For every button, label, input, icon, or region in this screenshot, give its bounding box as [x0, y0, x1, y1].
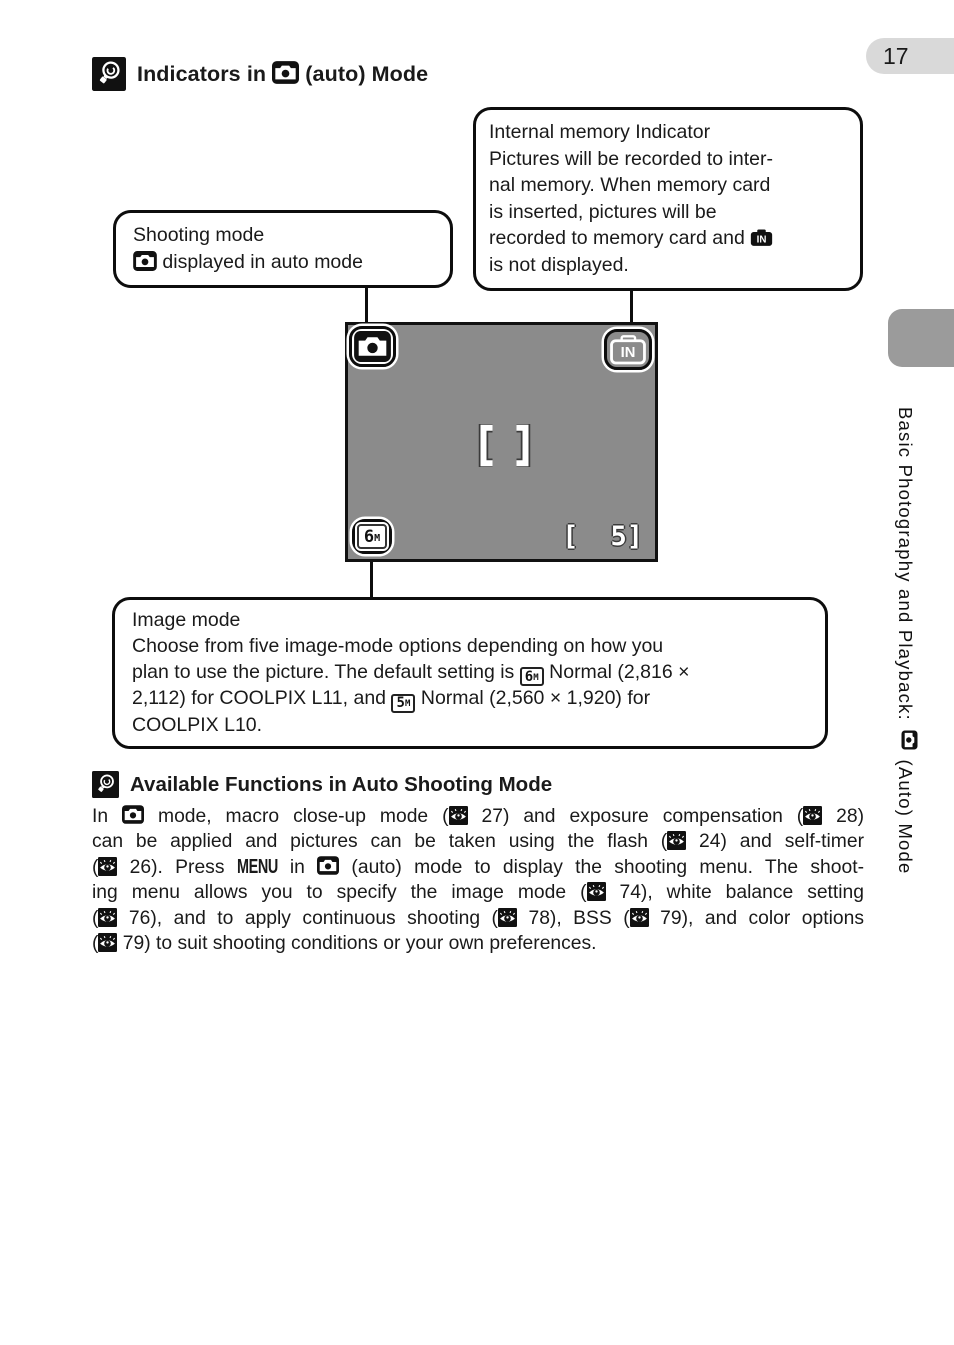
callout-text: recorded to memory card and [489, 227, 751, 250]
body-paragraph [92, 804, 864, 956]
tip-note-icon [92, 57, 126, 91]
callout-line: Shooting mode [133, 224, 265, 246]
shooting-mode-callout [113, 210, 453, 288]
see-page-eye-icon [98, 908, 117, 927]
internal-memory-indicator-highlight [604, 329, 652, 370]
tip-note-icon [92, 771, 119, 798]
body-line: can be applied and pictures can be taken using the flash ( 24) and self-timer [92, 831, 864, 853]
callout-line [133, 249, 433, 276]
available-functions-header [92, 771, 552, 798]
camera-icon [317, 856, 339, 875]
see-page-eye-icon [98, 857, 117, 876]
internal-memory-in-icon [609, 334, 647, 365]
focus-bracket-left-icon [477, 424, 494, 467]
callout-line: Pictures will be recorded to inter- [489, 147, 773, 170]
callout-line: is not displayed. [489, 253, 629, 276]
chapter-sidebar-label: Basic Photography and Playback: (Auto) Mode [895, 407, 916, 875]
internal-memory-in-icon [750, 228, 773, 247]
callout-line: plan to use the picture. The default setting is 6 M Normal (2,816 × [132, 660, 690, 685]
camera-icon [122, 805, 144, 824]
section-header [92, 57, 428, 91]
frames-remaining-counter: [ 5] [562, 521, 643, 552]
camera-lcd-screen [345, 322, 658, 562]
internal-memory-callout [473, 107, 863, 291]
body-line: ( 26). Press MENU in (auto) mode to display the shooting menu. The shoot- [92, 855, 864, 880]
body-line: ing menu allows you to specify the image mode ( 74), white balance setting [92, 882, 864, 904]
callout-text: displayed in auto mode [157, 251, 363, 273]
page-number: 17 [883, 42, 909, 69]
callout-line: Choose from five image-mode options depending on how you [132, 634, 664, 657]
camera-icon [354, 331, 391, 362]
page-number-tab [866, 38, 954, 74]
camera-icon [902, 731, 918, 750]
callout-line: 2,112) for COOLPIX L11, and 5 M Normal (2,560 × 1,920) for [132, 687, 651, 712]
shooting-mode-indicator-highlight [349, 326, 396, 367]
callout-line [489, 225, 847, 252]
callout-line: nal memory. When memory card [489, 174, 771, 197]
see-page-eye-icon [98, 933, 117, 952]
svg-text:IN: IN [756, 234, 767, 246]
see-page-eye-icon [587, 882, 606, 901]
body-line: ( 79) to suit shooting conditions or your own preferences. [92, 933, 597, 955]
callout-line: Internal memory Indicator [489, 121, 711, 143]
focus-bracket-right-icon [515, 424, 532, 467]
callout-line: COOLPIX L10. [132, 713, 263, 736]
image-mode-indicator-highlight [352, 519, 392, 554]
callout-line: Image mode [132, 609, 241, 631]
see-page-eye-icon [803, 806, 822, 825]
see-page-eye-icon [449, 806, 468, 825]
available-functions-title: Available Functions in Auto Shooting Mode [130, 772, 553, 796]
image-mode-6m-icon: 6 M [357, 524, 387, 549]
see-page-eye-icon [498, 908, 517, 927]
image-mode-callout [112, 597, 828, 749]
callout-line: is inserted, pictures will be [489, 200, 717, 223]
body-line: In mode, macro close-up mode ( 27) and exposure compensation ( 28) [92, 806, 864, 827]
image-mode-6m-icon: 6 M [520, 667, 544, 686]
see-page-eye-icon [630, 908, 649, 927]
title-text: (auto) Mode [299, 62, 429, 86]
svg-text:IN: IN [620, 345, 636, 362]
body-line: ( 76), and to apply continuous shooting ( 78), BSS ( 79), and color options [92, 907, 864, 929]
see-page-eye-icon [667, 831, 686, 850]
camera-icon [133, 251, 157, 271]
chapter-edge-tab [888, 309, 954, 367]
page-title [137, 61, 428, 87]
image-mode-5m-icon: 5 M [391, 694, 415, 713]
menu-button-glyph: MENU [236, 855, 278, 878]
camera-icon [272, 61, 299, 84]
title-text: Indicators in [137, 62, 273, 86]
